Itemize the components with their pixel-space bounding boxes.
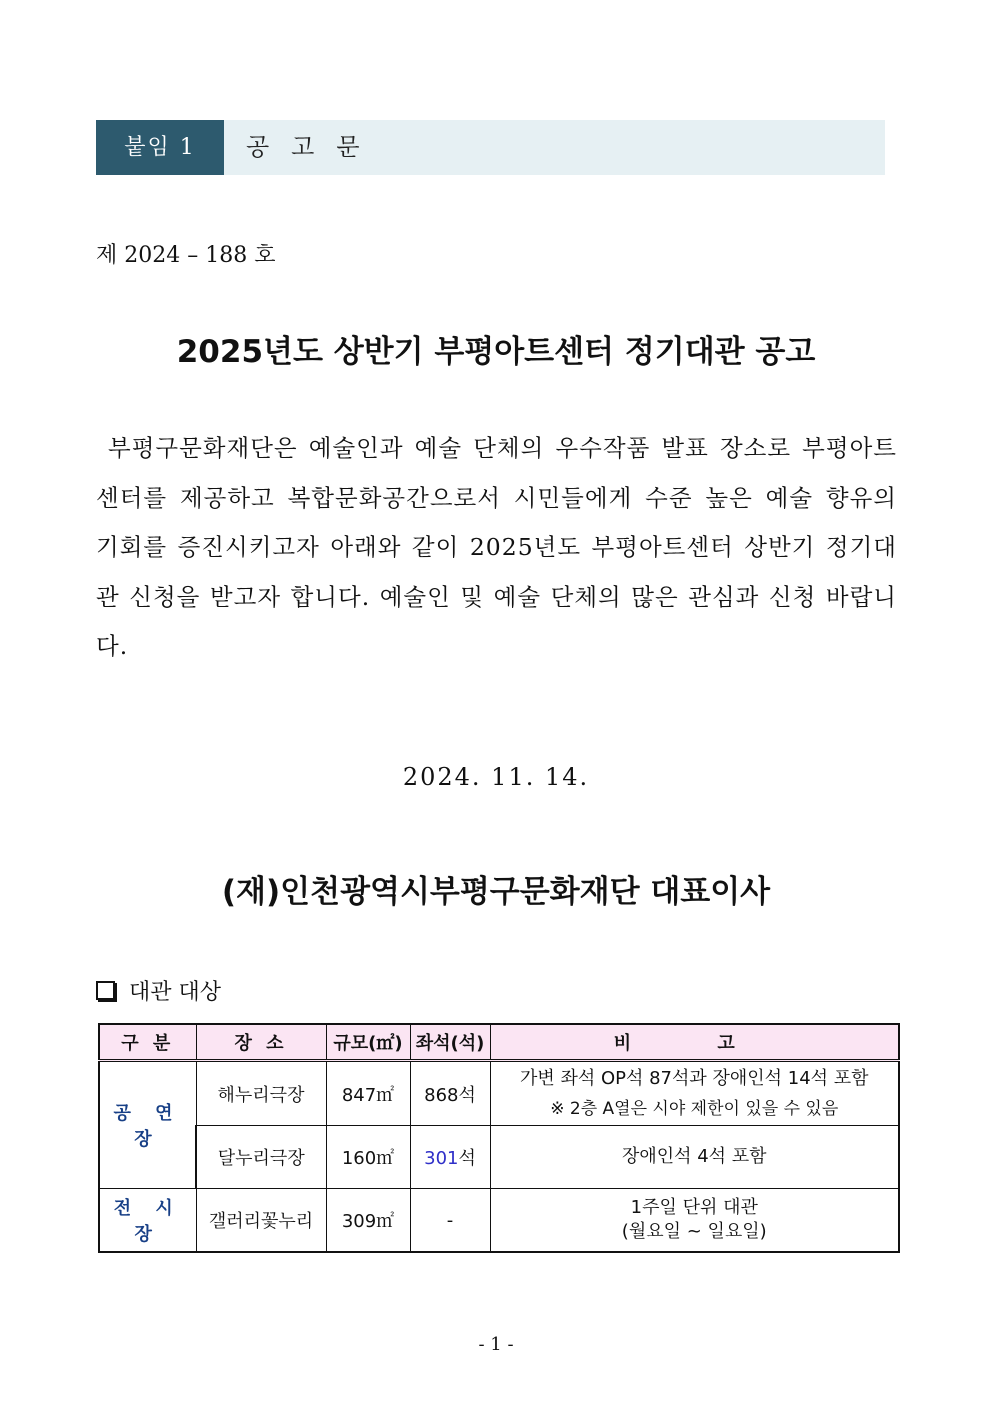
col-header-category: 구 분 [99, 1024, 196, 1061]
attachment-header [96, 120, 885, 175]
group-performance: 공 연 장 [99, 1061, 196, 1189]
remark-line: 가변 좌석 OP석 87석과 장애인석 14석 포함 [519, 1067, 869, 1089]
size-cell: 847㎡ [326, 1061, 410, 1126]
size-cell: 160㎡ [326, 1126, 410, 1189]
header-title: 공고문 [246, 133, 382, 161]
notice-date: 2024. 11. 14. [402, 763, 590, 791]
remark-note: (월요일 ~ 일요일) [621, 1221, 767, 1242]
remark-cell [490, 1189, 899, 1253]
col-header-place: 장 소 [196, 1024, 326, 1061]
seats-cell: - [410, 1189, 490, 1253]
remark-cell [490, 1126, 899, 1189]
place-cell: 달누리극장 [196, 1126, 326, 1189]
size-cell: 309㎡ [326, 1189, 410, 1253]
attachment-tag: 붙임 1 [96, 120, 224, 175]
table-row [99, 1189, 899, 1253]
place-cell: 해누리극장 [196, 1061, 326, 1126]
remark-note: ※ 2층 A열은 시야 제한이 있을 수 있음 [550, 1098, 839, 1119]
issuer-signature: (재)인천광역시부평구문화재단 대표이사 [221, 874, 771, 910]
remark-line: 장애인석 4석 포함 [621, 1146, 767, 1167]
document-title: 2025년도 상반기 부평아트센터 정기대관 공고 [176, 334, 816, 370]
col-header-size: 규모(㎡) [326, 1024, 410, 1061]
remark-cell [490, 1061, 899, 1126]
col-header-seats: 좌석(석) [410, 1024, 490, 1061]
venue-table [98, 1023, 900, 1253]
section-heading [96, 975, 221, 1006]
table-header-row [99, 1024, 899, 1061]
seats-number: 301 [424, 1148, 459, 1169]
checkbox-icon [96, 981, 115, 1000]
seats-unit: 석 [458, 1148, 476, 1169]
remark-line: 1주일 단위 대관 [630, 1197, 758, 1218]
place-cell: 갤러리꽃누리 [196, 1189, 326, 1253]
page-number: - 1 - [478, 1334, 514, 1355]
group-exhibition: 전 시 장 [99, 1189, 196, 1253]
col-header-remarks: 비 고 [490, 1024, 899, 1061]
notice-number: 제 2024 – 188 호 [96, 243, 276, 268]
notice-body: 부평구문화재단은 예술인과 예술 단체의 우수작품 발표 장소로 부평아트센터를 제공하고 복합문화공간으로서 시민들에게 수준 높은 예술 향유의 기회를 증진시키고자 아래와 같이 2025년도 부평아트센터 상반기 정기대관 신청을 받고자 합니다. 예술인 및 예술 단체의 많은 관심과 신청 바랍니다. [96, 434, 897, 660]
seats-cell: 868석 [410, 1061, 490, 1126]
table-row [99, 1126, 899, 1189]
seats-cell [410, 1126, 490, 1189]
section-label: 대관 대상 [129, 980, 222, 1005]
table-row [99, 1061, 899, 1126]
